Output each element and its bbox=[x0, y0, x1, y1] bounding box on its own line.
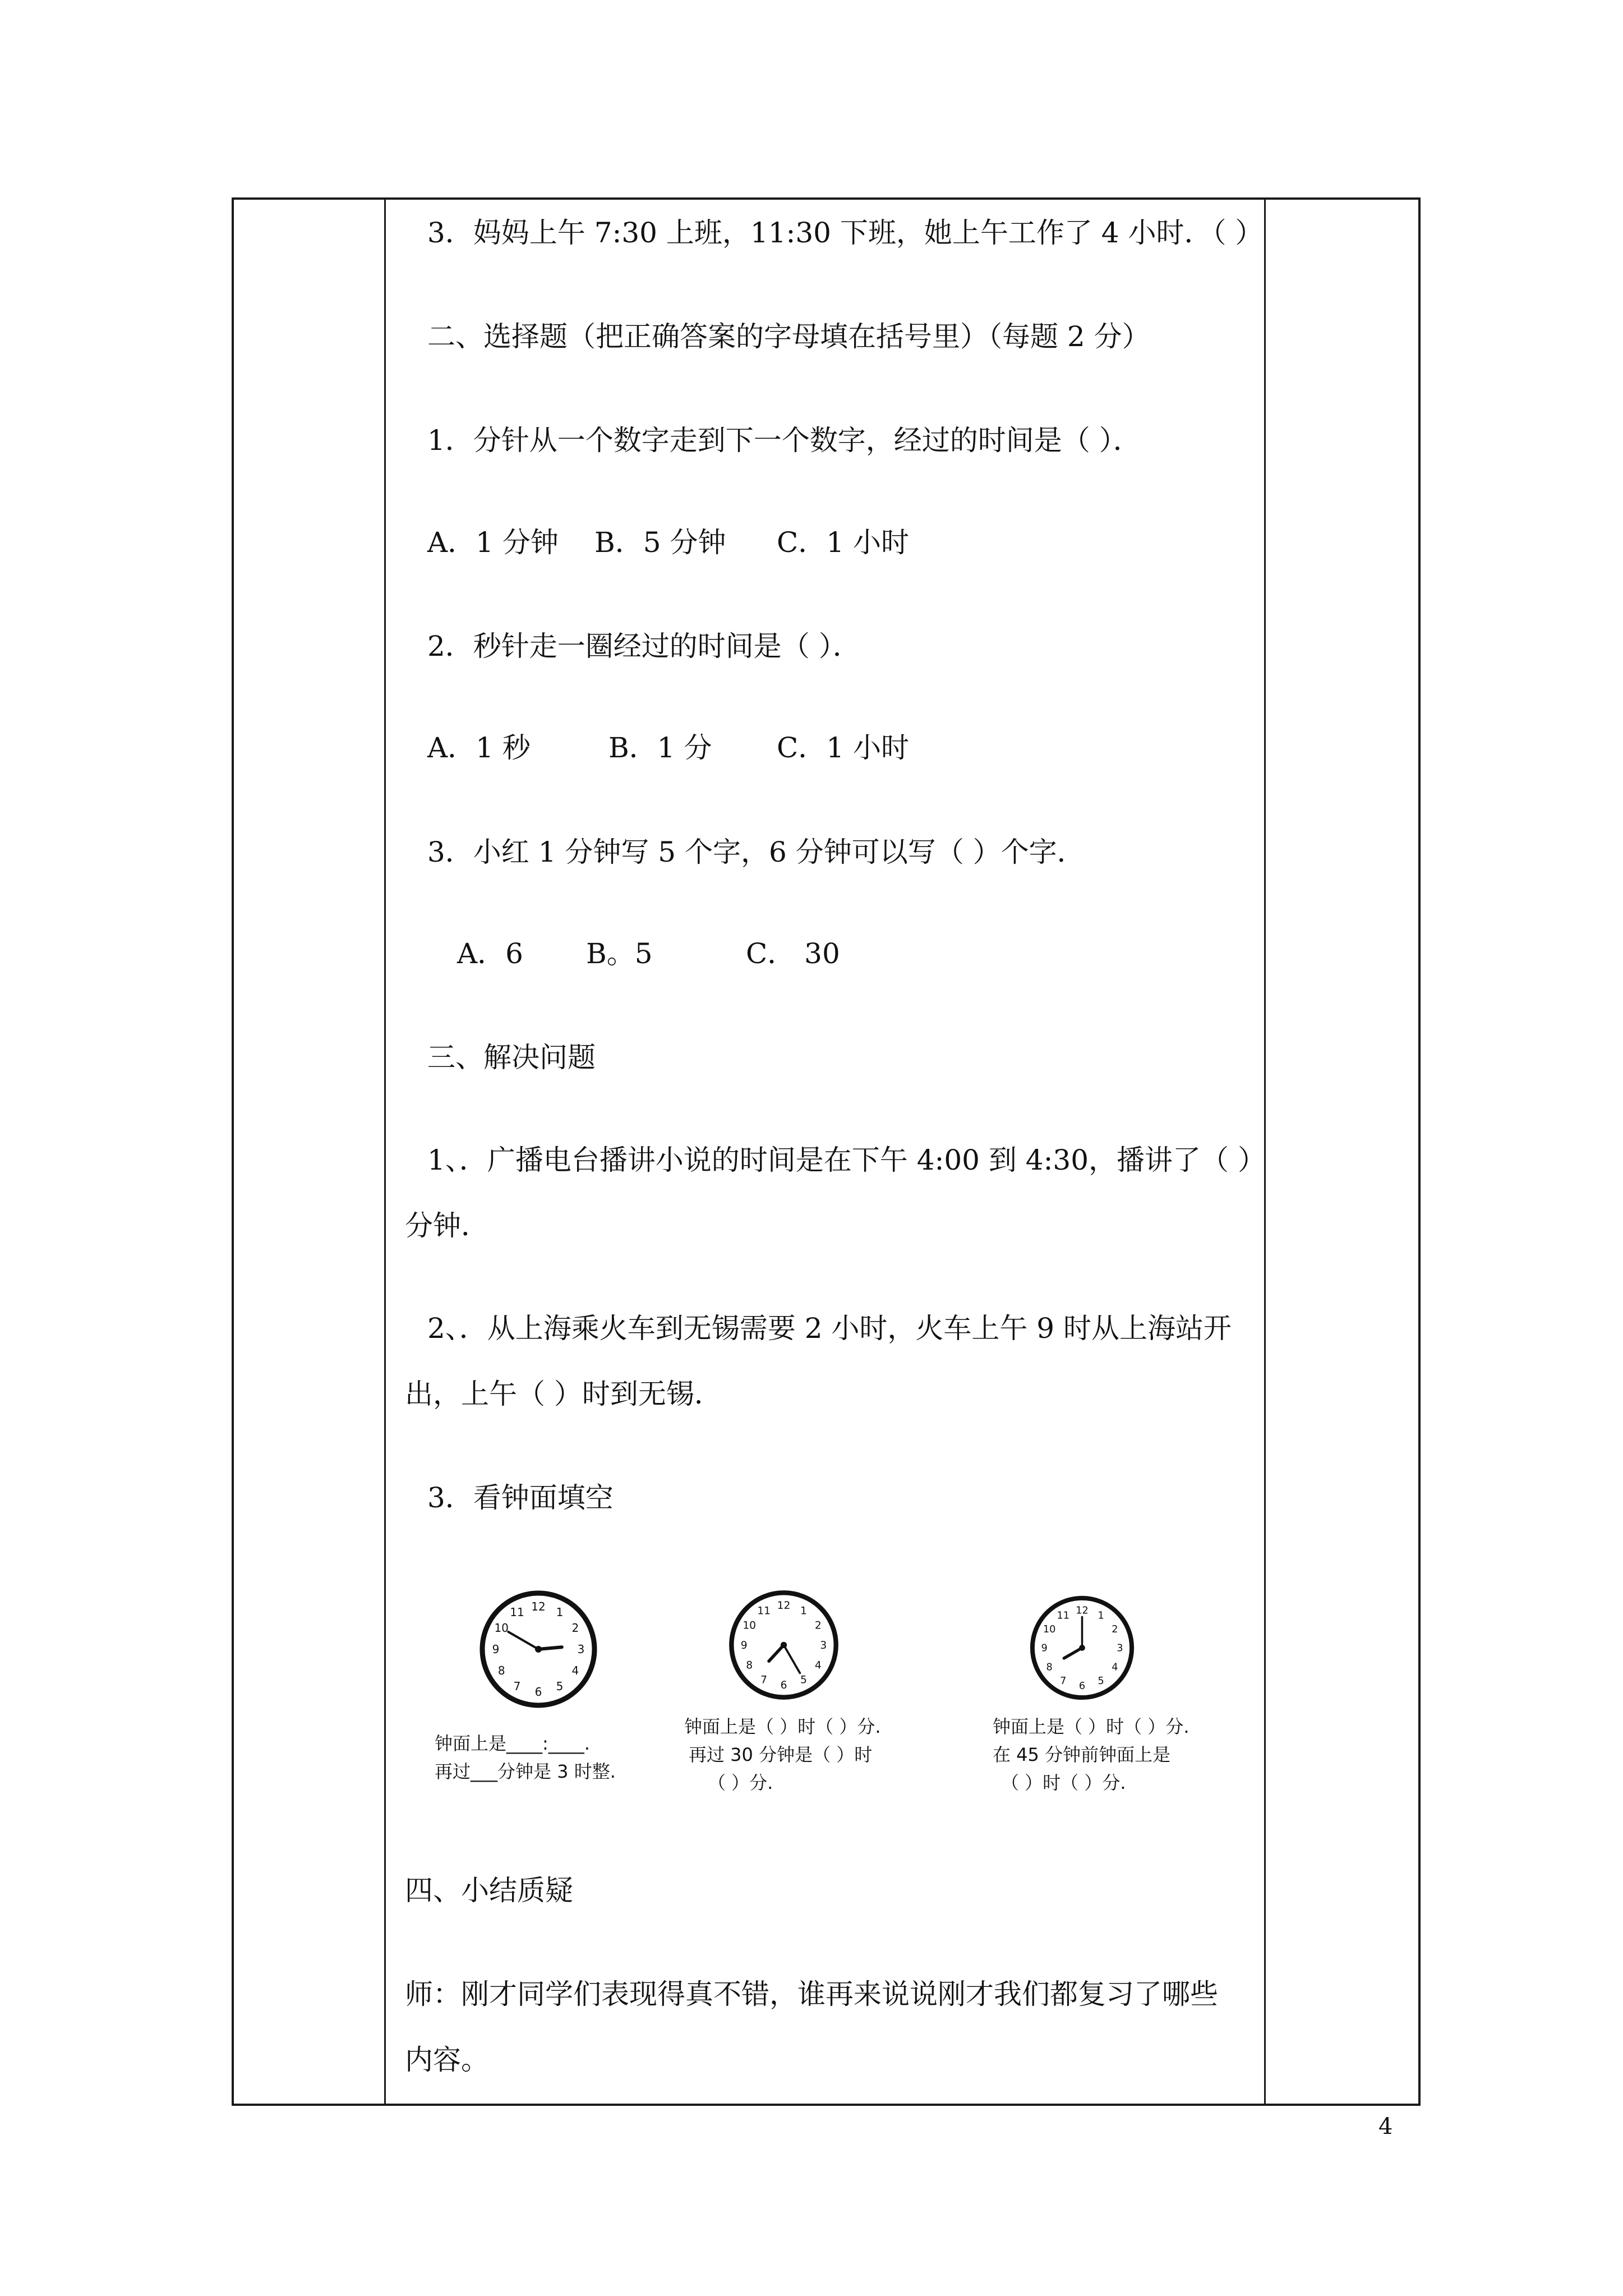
clock-number: 1 bbox=[556, 1605, 564, 1619]
clock-number: 3 bbox=[577, 1642, 585, 1656]
mc3-option-c: C． 30 bbox=[746, 937, 840, 970]
clock-number: 8 bbox=[746, 1659, 753, 1672]
clock-center bbox=[1079, 1645, 1085, 1651]
teacher-line-2: 内容。 bbox=[405, 2044, 489, 2076]
clock-number: 10 bbox=[743, 1619, 757, 1632]
clock-number: 12 bbox=[777, 1600, 791, 1612]
mc2-option-b: B．1 分 bbox=[608, 731, 712, 764]
clock-number: 4 bbox=[814, 1659, 822, 1672]
clock-number: 2 bbox=[814, 1619, 822, 1632]
clock-number: 3 bbox=[1117, 1642, 1123, 1654]
section-2-heading: 二、选择题（把正确答案的字母填在括号里）（每题 2 分） bbox=[427, 320, 1150, 353]
hour-hand bbox=[538, 1647, 562, 1649]
mc1-option-c: C．1 小时 bbox=[777, 526, 909, 559]
clock-2-caption-2: 再过 30 分钟是（ ）时 bbox=[689, 1744, 873, 1765]
clock-number: 6 bbox=[534, 1685, 542, 1699]
hour-hand bbox=[1064, 1648, 1082, 1659]
clock-number: 5 bbox=[556, 1679, 564, 1693]
minute-hand bbox=[784, 1645, 800, 1673]
problem-1-line-2: 分钟． bbox=[405, 1209, 489, 1242]
clock-center bbox=[535, 1646, 542, 1653]
clock-number: 4 bbox=[571, 1664, 579, 1677]
section-4-heading: 四、小结质疑 bbox=[405, 1874, 573, 1907]
problem-2-line-1: 2、．从上海乘火车到无锡需要 2 小时，火车上午 9 时从上海站开 bbox=[427, 1312, 1232, 1345]
clock-number: 1 bbox=[1098, 1610, 1104, 1622]
clock-3-caption-2: 在 45 分钟前钟面上是 bbox=[993, 1744, 1171, 1765]
clock-number: 10 bbox=[1043, 1624, 1056, 1636]
table-divider-left bbox=[384, 197, 386, 2106]
clock-number: 2 bbox=[1112, 1624, 1118, 1636]
mc1-option-a: A．1 分钟 bbox=[427, 526, 559, 559]
clock-2-caption-1: 钟面上是（ ）时（ ）分. bbox=[684, 1716, 881, 1737]
clock-number: 2 bbox=[571, 1621, 579, 1635]
clock-number: 6 bbox=[1078, 1681, 1086, 1692]
clock-number: 8 bbox=[1046, 1662, 1053, 1673]
clock-number: 11 bbox=[757, 1605, 771, 1617]
mc3-option-b: B。5 bbox=[586, 937, 653, 970]
clock-number: 7 bbox=[760, 1674, 768, 1686]
mc-question-2: 2．秒针走一圈经过的时间是（ ）． bbox=[427, 630, 861, 662]
clock-2-caption-3: （ ）分. bbox=[708, 1772, 773, 1793]
page-number: 4 bbox=[1378, 2114, 1393, 2139]
mc2-option-c: C．1 小时 bbox=[777, 731, 909, 764]
clock-number: 6 bbox=[780, 1679, 787, 1691]
clock-number: 5 bbox=[1098, 1676, 1104, 1687]
clock-number: 12 bbox=[531, 1600, 546, 1613]
clock-number: 4 bbox=[1112, 1662, 1118, 1673]
clock-number: 9 bbox=[740, 1640, 748, 1652]
clock-number: 10 bbox=[494, 1621, 509, 1635]
clock-face-1 bbox=[477, 1588, 600, 1711]
judge-question-3: 3．妈妈上午 7:30 上班，11:30 下班，她上午工作了 4 小时．（ ） bbox=[427, 217, 1264, 249]
clock-number: 7 bbox=[1060, 1676, 1067, 1687]
clock-number: 7 bbox=[513, 1679, 521, 1693]
clock-face-3 bbox=[1027, 1593, 1137, 1703]
clock-number: 11 bbox=[510, 1605, 524, 1619]
section-3-heading: 三、解决问题 bbox=[427, 1041, 596, 1074]
mc-question-1: 1．分针从一个数字走到下一个数字，经过的时间是（ ）． bbox=[427, 424, 1141, 457]
clock-number: 3 bbox=[820, 1640, 827, 1652]
clock-3-caption-3: （ ）时（ ）分. bbox=[1001, 1772, 1126, 1793]
clock-number: 1 bbox=[800, 1605, 807, 1617]
clock-1-caption-1: 钟面上是____:____. bbox=[435, 1733, 590, 1754]
clock-face-2 bbox=[726, 1588, 841, 1703]
problem-1-line-1: 1、．广播电台播讲小说的时间是在下午 4:00 到 4:30，播讲了（ ） bbox=[427, 1144, 1266, 1176]
problem-3-heading: 3．看钟面填空 bbox=[427, 1481, 614, 1514]
clock-3-caption-1: 钟面上是（ ）时（ ）分. bbox=[993, 1716, 1189, 1737]
clock-number: 11 bbox=[1057, 1610, 1070, 1622]
mc2-option-a: A．1 秒 bbox=[427, 731, 531, 764]
mc3-option-a: A．6 bbox=[457, 937, 523, 970]
mc-question-3: 3．小红 1 分钟写 5 个字，6 分钟可以写（ ）个字． bbox=[427, 836, 1085, 868]
minute-hand bbox=[508, 1632, 538, 1649]
clock-number: 9 bbox=[1041, 1642, 1048, 1654]
mc1-option-b: B．5 分钟 bbox=[594, 526, 726, 559]
clock-1-caption-2: 再过___分钟是 3 时整. bbox=[435, 1761, 616, 1782]
clock-number: 12 bbox=[1076, 1605, 1089, 1617]
clock-center bbox=[781, 1642, 787, 1648]
problem-2-line-2: 出，上午（ ）时到无锡． bbox=[405, 1378, 722, 1410]
clock-number: 9 bbox=[492, 1642, 500, 1656]
hour-hand bbox=[769, 1645, 783, 1662]
teacher-line-1: 师：刚才同学们表现得真不错，谁再来说说刚才我们都复习了哪些 bbox=[405, 1978, 1218, 2010]
clock-number: 5 bbox=[800, 1674, 807, 1686]
clock-number: 8 bbox=[497, 1664, 505, 1677]
